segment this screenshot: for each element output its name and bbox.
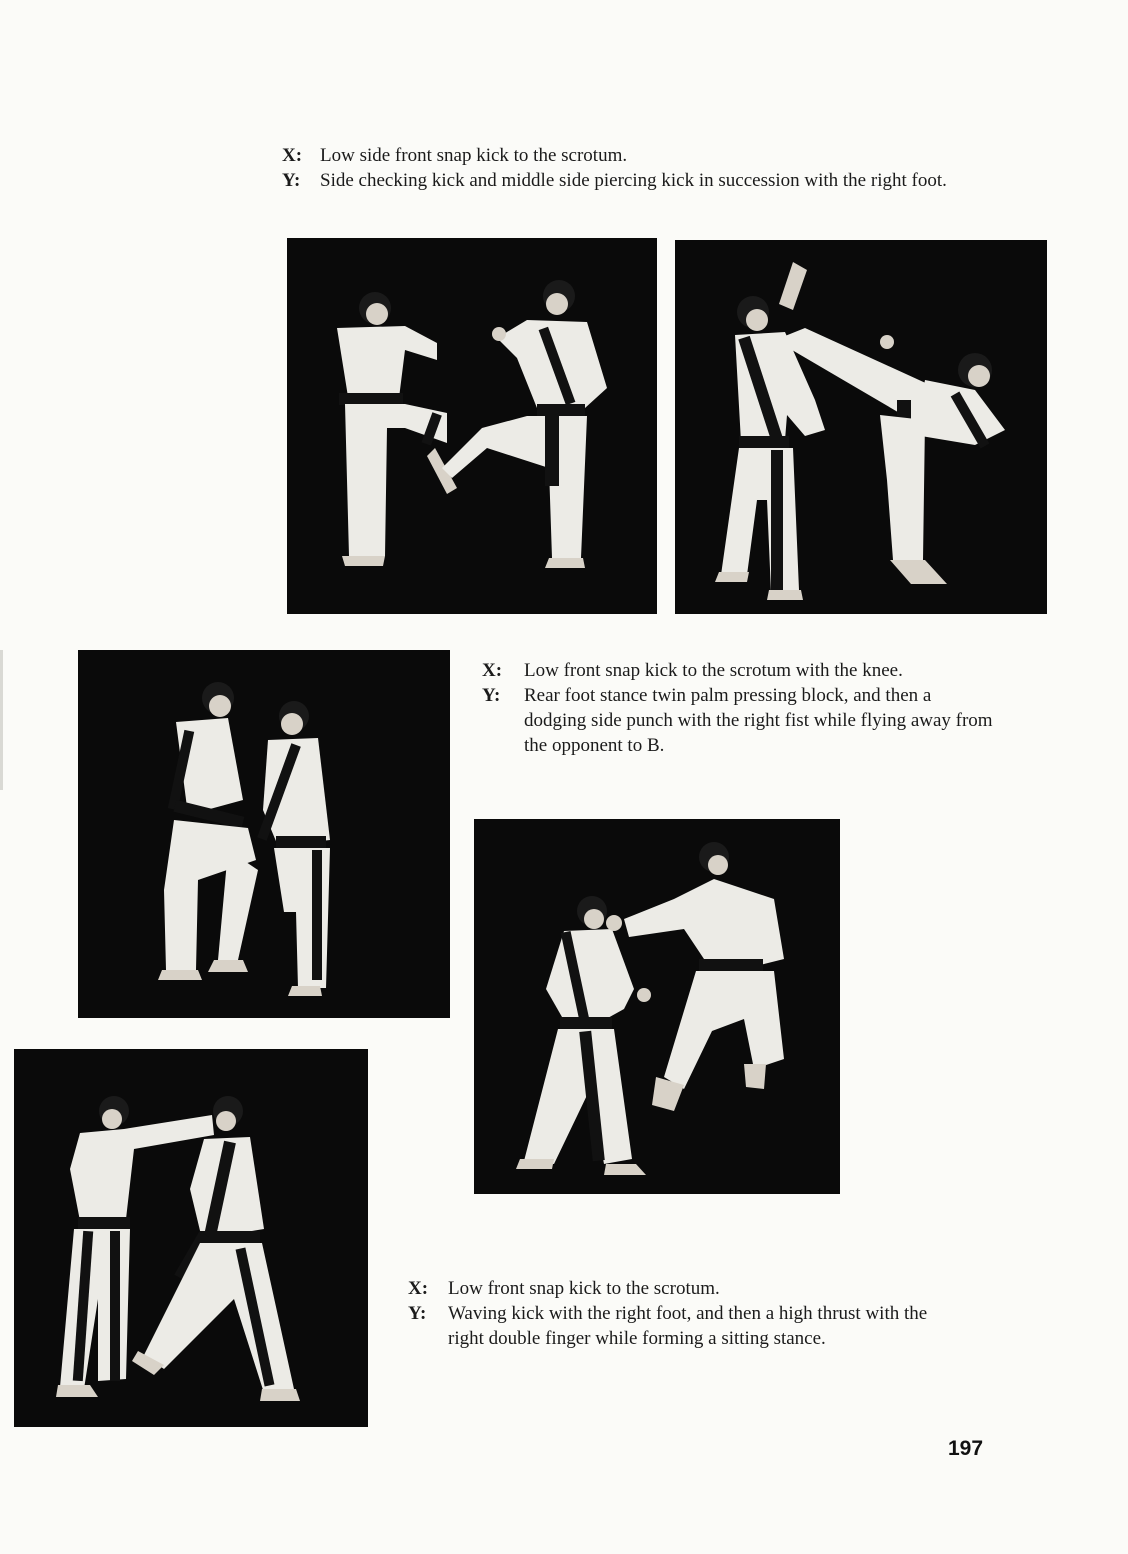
caption-1-line-x [282,143,1042,168]
page-edge-mark [0,650,3,790]
caption-label: Y: [282,170,301,191]
photo-knee-snap-kick [78,650,450,1018]
page-number: 197 [948,1437,984,1460]
photo-side-piercing-kick [675,240,1047,614]
photo-illustration [675,240,1047,614]
caption-text: Side checking kick and middle side piercing kick in succession with the right foot. [320,170,947,191]
caption-3 [408,1276,928,1351]
photo-illustration [78,650,450,1018]
caption-1-line-y [282,168,1042,193]
caption-label: Y: [482,685,501,706]
caption-text: Waving kick with the right foot, and then a high thrust with the right double finger while forming a sitting stance. [448,1303,928,1349]
caption-label: X: [408,1278,429,1299]
photo-illustration [287,238,657,614]
caption-2-line-y [482,683,997,758]
caption-2 [482,658,997,758]
caption-1 [282,143,1042,193]
caption-3-line-x [408,1276,928,1301]
caption-label: X: [482,660,503,681]
caption-text: Low front snap kick to the scrotum. [448,1278,720,1299]
photo-side-front-snap-kick [287,238,657,614]
photo-double-finger-thrust [14,1049,368,1427]
caption-label: Y: [408,1303,427,1324]
caption-3-line-y [408,1301,928,1351]
caption-label: X: [282,145,303,166]
caption-text: Low front snap kick to the scrotum with the knee. [524,660,903,681]
photo-illustration [14,1049,368,1427]
caption-2-line-x [482,658,997,683]
caption-text: Low side front snap kick to the scrotum. [320,145,628,166]
photo-dodging-side-punch [474,819,840,1194]
photo-illustration [474,819,840,1194]
caption-text: Rear foot stance twin palm pressing block, and then a dodging side punch with the right fist while flying away from the opponent to B. [524,685,993,756]
